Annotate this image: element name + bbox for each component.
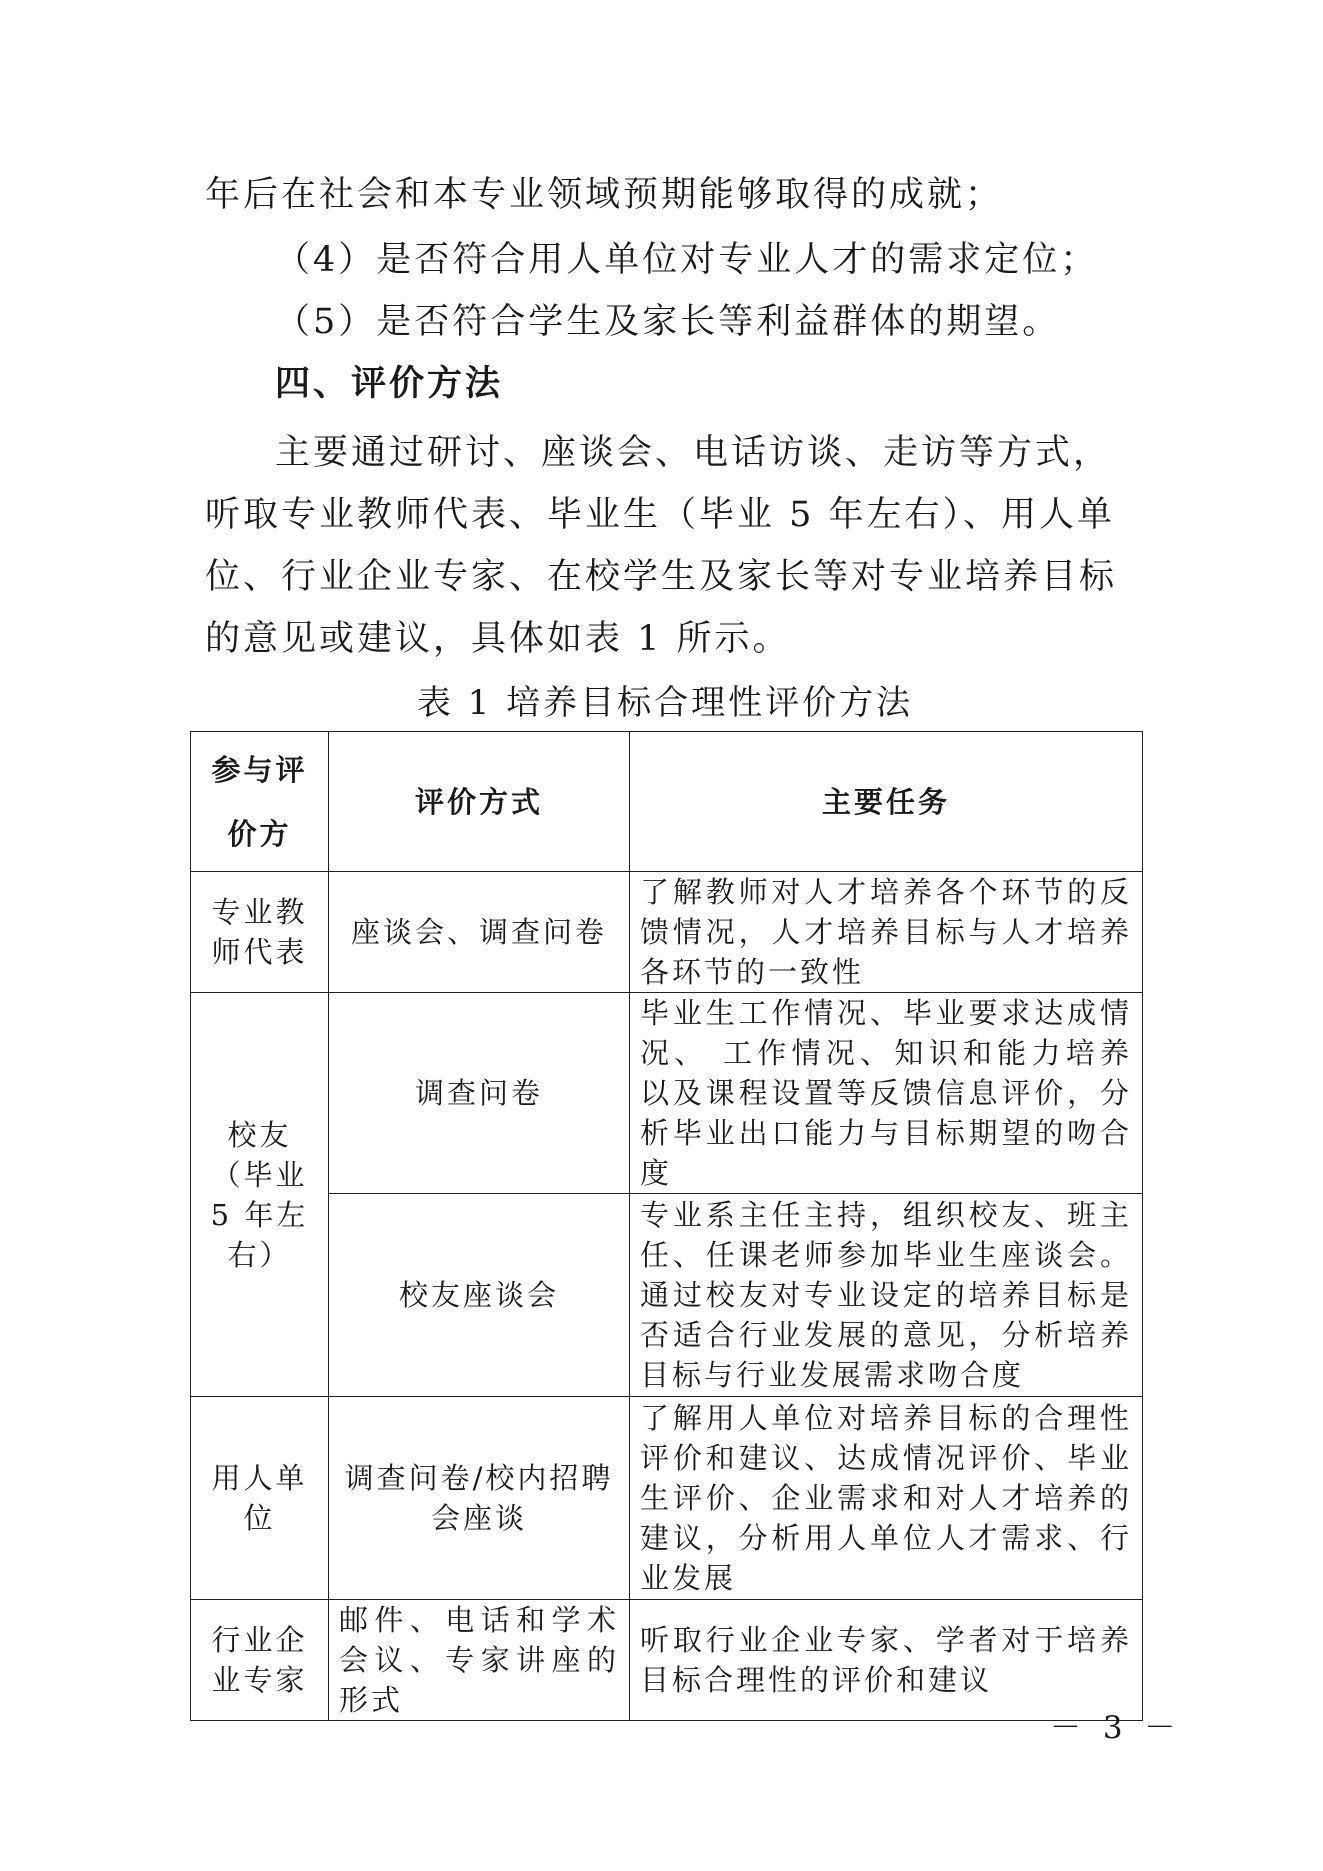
cell-task: 听取行业企业专家、学者对于培养目标合理性的评价和建议 (630, 1600, 1143, 1721)
cell-method: 校友座谈会 (329, 1194, 630, 1397)
table-row (191, 1397, 1143, 1600)
header-party: 参与评价方 (191, 732, 329, 872)
cell-task: 了解用人单位对培养目标的合理性评价和建议、达成情况评价、毕业生评价、企业需求和对人才培养的建议，分析用人单位人才需求、行业发展 (630, 1397, 1143, 1600)
cell-method: 调查问卷 (329, 993, 630, 1194)
header-task: 主要任务 (630, 732, 1143, 872)
cell-party: 行业企业专家 (191, 1600, 329, 1721)
cell-task: 专业系主任主持，组织校友、班主任、任课老师参加毕业生座谈会。通过校友对专业设定的培养目标是否适合行业发展的意见，分析培养目标与行业发展需求吻合度 (630, 1194, 1143, 1397)
cell-party: 专业教师代表 (191, 872, 329, 993)
cell-task: 毕业生工作情况、毕业要求达成情况、 工作情况、知识和能力培养以及课程设置等反馈信息评价，分析毕业出口能力与目标期望的吻合度 (630, 993, 1143, 1194)
paragraph-achievement: 年后在社会和本专业领域预期能够取得的成就； (205, 175, 1004, 215)
cell-method: 邮件、电话和学术会议、专家讲座的形式 (329, 1600, 630, 1721)
header-method: 评价方式 (329, 732, 630, 872)
table-row (191, 872, 1143, 993)
table-caption: 表 1 培养目标合理性评价方法 (416, 683, 914, 723)
page-number: － 3 － (1050, 1710, 1182, 1746)
cell-party: 用人单位 (191, 1397, 329, 1600)
table-header-row (191, 732, 1143, 872)
cell-task: 了解教师对人才培养各个环节的反馈情况，人才培养目标与人才培养各环节的一致性 (630, 872, 1143, 993)
paragraph-method-description: 主要通过研讨、座谈会、电话访谈、走访等方式，听取专业教师代表、毕业生（毕业 5 年左右）、用人单位、行业企业专家、在校学生及家长等对专业培养目标的意见或建议，具体如表 1 所示。 (205, 433, 1118, 659)
cell-party: 校友（毕业 5 年左右） (191, 993, 329, 1397)
cell-method: 座谈会、调查问卷 (329, 872, 630, 993)
cell-method: 调查问卷/校内招聘会座谈 (329, 1397, 630, 1600)
section-heading-evaluation-method: 四、评价方法 (275, 363, 504, 404)
paragraph-criterion-4: （4）是否符合用人单位对专业人才的需求定位； (275, 240, 1099, 280)
paragraph-criterion-5: （5）是否符合学生及家长等利益群体的期望。 (275, 302, 1061, 342)
table-row (191, 1194, 1143, 1397)
table-row (191, 993, 1143, 1194)
table-row (191, 1600, 1143, 1721)
evaluation-method-table (190, 731, 1143, 1721)
